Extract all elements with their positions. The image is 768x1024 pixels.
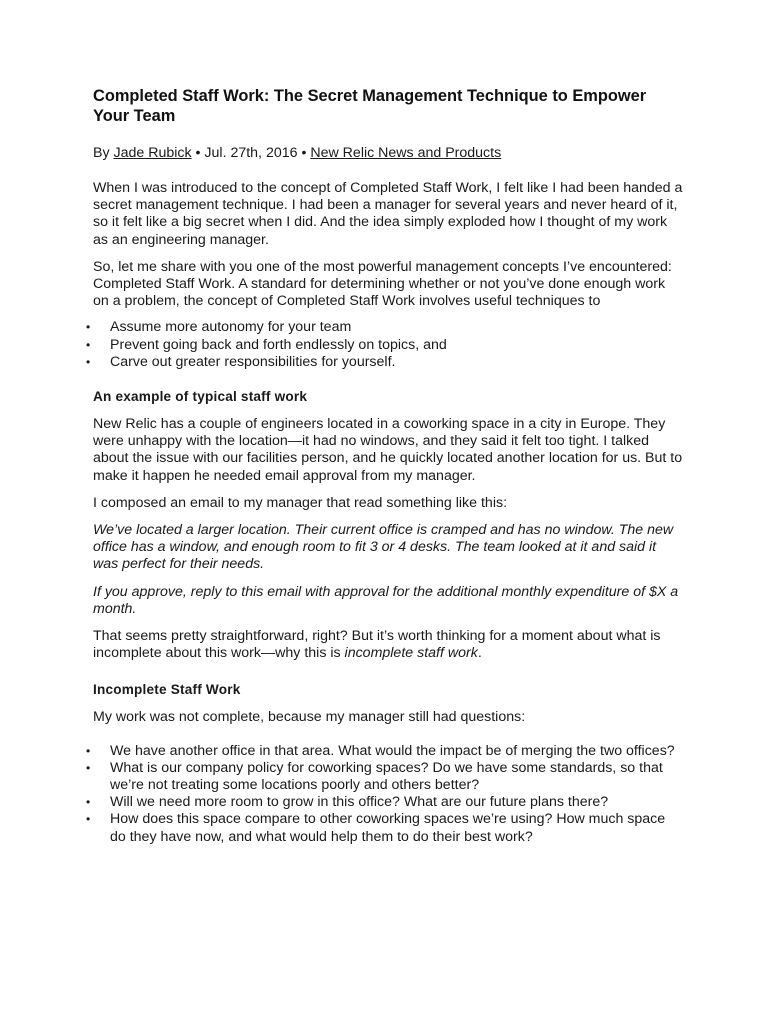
author-link[interactable]: Jade Rubick (113, 145, 192, 161)
example-paragraph: New Relic has a couple of engineers located in a coworking space in a city in Europe. They were unhappy with the location—it had no windows, and they said it felt too tight. I talked about the issue with our facilities person, and he quickly located another location for us. But to make it happen he needed email approval from my manager. (93, 416, 683, 484)
email-quote-1 (93, 522, 683, 574)
bullet-icon: • (86, 795, 91, 810)
questions-list (86, 742, 683, 846)
email-intro-paragraph: I composed an email to my manager that read something like this: (93, 494, 508, 511)
intro-paragraph: When I was introduced to the concept of Completed Staff Work, I felt like I had been handed a secret management technique. I had been a manager for several years and never heard of it, so it felt like a big secret when I did. And the idea simply exploded how I thought of my work as an engineering manager. (93, 180, 683, 248)
bullet-icon: • (86, 743, 91, 758)
byline-date: • Jul. 27th, 2016 • (191, 145, 311, 161)
bullet-icon: • (86, 760, 91, 775)
category-link[interactable]: New Relic News and Products (310, 145, 502, 161)
list-item-text: We have another office in that area. What would the impact be of merging the two offices? (110, 742, 675, 759)
email-quote-2 (93, 584, 683, 618)
article-title: Completed Staff Work: The Secret Management Technique to Empower Your Team (93, 87, 647, 125)
bullet-icon: • (86, 812, 91, 827)
list-item-text: Will we need more room to grow in this office? What are our future plans there? (110, 794, 609, 811)
list-item (86, 759, 683, 794)
list-item (86, 742, 683, 760)
byline-prefix: By (93, 145, 114, 161)
list-item (86, 353, 683, 371)
concept-paragraph: So, let me share with you one of the most powerful management concepts I’ve encountered: Completed Staff Work. A standard for determining whether or not you’ve done enough work on a problem, the concept of Completed Staff Work involves useful techniques to (93, 258, 672, 310)
questions-intro-paragraph: My work was not complete, because my manager still had questions: (93, 709, 526, 726)
bullet-icon: • (86, 337, 91, 352)
email-quote-1-text: We’ve located a larger location. Their current office is cramped and has no window. The new office has a window, and enough room to fit 3 or 4 desks. The team looked at it and said it was perfect for their needs. (93, 522, 674, 573)
list-item (86, 811, 683, 845)
list-item (86, 794, 683, 811)
reflection-text: That seems pretty straightforward, right? But it’s worth thinking for a moment about what is incomplete about this work—why this is (93, 628, 661, 662)
reflection-emphasis: incomplete staff work (344, 645, 478, 662)
byline (93, 144, 683, 162)
list-item-text: Carve out greater responsibilities for yourself. (110, 353, 396, 370)
section-heading-incomplete: Incomplete Staff Work (93, 682, 241, 698)
list-item-text: Prevent going back and forth endlessly on topics, and (110, 336, 447, 353)
section-heading-example: An example of typical staff work (93, 389, 308, 405)
reflection-end: . (477, 645, 482, 662)
bullet-icon: • (86, 320, 91, 335)
list-item-text: Assume more autonomy for your team (110, 319, 352, 336)
email-quote-2-text: If you approve, reply to this email with approval for the additional monthly expenditure of $X a month. (93, 583, 679, 617)
list-item-text: How does this space compare to other coworking spaces we’re using? How much space do they have now, and what would help them to do their best work? (110, 811, 666, 845)
list-item-text: What is our company policy for coworking spaces? Do we have some standards, so that we’re not treating some locations poorly and others better? (110, 759, 663, 794)
article (86, 86, 683, 846)
bullet-icon: • (86, 354, 91, 369)
reflection-paragraph (93, 628, 683, 662)
list-item (86, 336, 683, 354)
benefits-list (86, 319, 683, 371)
list-item (86, 319, 683, 336)
